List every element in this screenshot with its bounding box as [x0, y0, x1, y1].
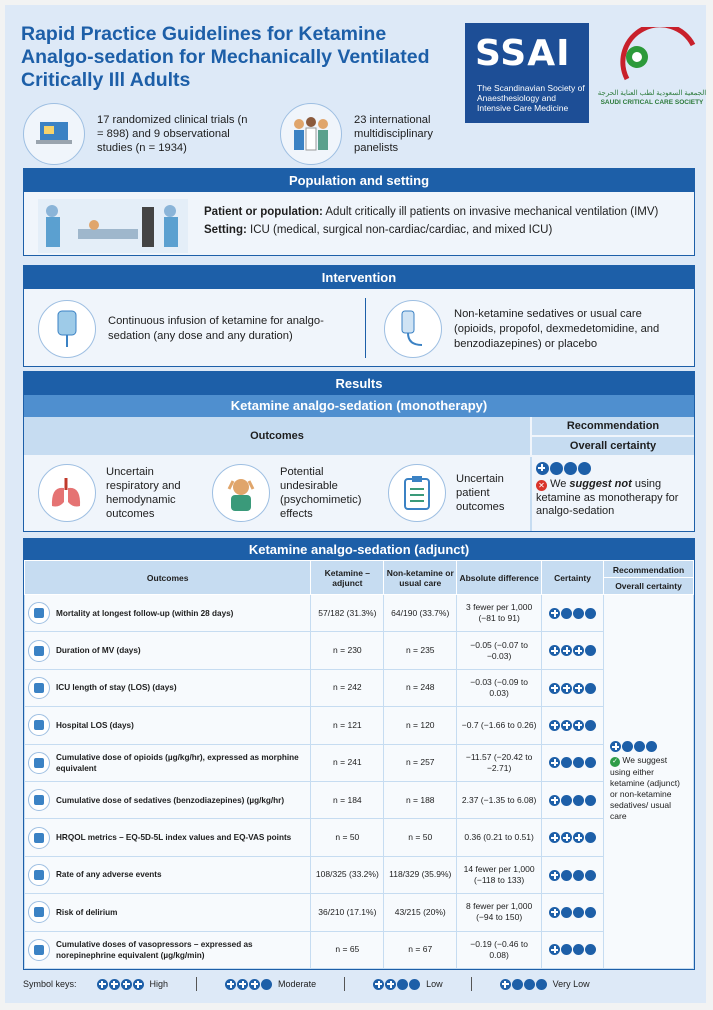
certainty-symbol — [549, 645, 596, 656]
cross-icon: ✕ — [536, 480, 547, 491]
population-section — [23, 168, 695, 256]
results-section — [23, 371, 695, 532]
certainty-symbol — [549, 608, 596, 619]
key-moderate: Moderate — [225, 979, 316, 990]
overall-certainty-label: Overall certainty — [532, 437, 694, 455]
adjunct-header: Ketamine analgo-sedation (adjunct) — [24, 539, 694, 560]
warning-icon — [28, 864, 50, 886]
iv-bag-icon — [38, 300, 96, 358]
trials-stat: 17 randomized clinical trials (n = 898) and 9 observational studies (n = 1934) — [23, 103, 257, 165]
table-row: Cumulative dose of sedatives (benzodiazepines) (µg/kg/hr) n = 184 n = 188 2.37 (−1.35 to 6.08) — [25, 781, 694, 818]
iv-icon — [28, 677, 50, 699]
laptop-icon — [23, 103, 85, 165]
certainty-symbol — [549, 795, 596, 806]
adjunct-section — [23, 538, 695, 970]
table-row: ICU length of stay (LOS) (days) n = 242 n = 248 −0.03 (−0.09 to 0.03) — [25, 669, 694, 706]
clipboard-icon — [388, 464, 446, 522]
intervention-comparator: Non-ketamine sedatives or usual care (opioids, propofol, dexmedetomidine, and benzodiazepines) or placebo — [384, 300, 684, 358]
table-row: Cumulative doses of vasopressors – expressed as norepinephrine equivalent (µg/kg/min) n = 65 n = 67 −0.19 (−0.46 to 0.08) — [25, 931, 694, 968]
table-row: Risk of delirium 36/210 (17.1%) 43/215 (20%) 8 fewer per 1,000 (−94 to 150) — [25, 894, 694, 931]
ssai-logo: SSAI The Scandinavian Society of Anaesthesiology and Intensive Care Medicine — [465, 23, 589, 123]
table-row: Cumulative dose of opioids (µg/kg/hr), expressed as morphine equivalent n = 241 n = 257 −11.57 (−20.42 to −2.71) — [25, 744, 694, 781]
intervention-header: Intervention — [24, 266, 694, 289]
certainty-symbol — [549, 832, 596, 843]
adjunct-table: Outcomes Ketamine – adjunct Non-ketamine or usual care Absolute difference Certainty Recommendation Overall certainty Mortality at longest follow-up (within 28 days) 57/182 (31.3%) 64/190 (33.7%) 3 fewer per 1,000 (−81 to 91) ✓ We suggest using either ketamine (adjunct) or non-ketamine sedatives/ usual care Duration of MV (days) n = 230 n = 235 −0.05 (−0.07 to −0.03) ICU length of stay (LOS) (days) n = 242 n = 248 −0.03 (−0.09 to 0.03) Hospital LOS (days) n = 121 n = 120 −0.7 (−1.66 to 0.26) Cumulative dose of opioids (µg/kg/hr), expressed as morphine equivalent n = 241 n = 257 −11.57 (−20.42 to −2.71) Cumulative dose of sedatives (benzodiazepines) (µg/kg/hr) n = 184 n = 188 2.37 (−1.35 to 6.08) HRQOL metrics – EQ-5D-5L index values and EQ-VAS points n = 50 n = 50 0.36 (0.21 to 0.51) Rate of any adverse events 108/325 (33.2%) 118/329 (35.9%) 14 fewer per 1,000 (−118 to 133) Risk of delirium 36/210 (17.1%) 43/215 (20%) 8 fewer per 1,000 (−94 to 150) Cumulative doses of vasopressors – expressed as norepinephrine equivalent (µg/kg/min) n = 65 n = 67 −0.19 (−0.46 to 0.08) — [24, 560, 694, 969]
intervention-section — [23, 265, 695, 367]
result-item: Uncertain patient outcomes — [388, 464, 528, 522]
pill-icon — [28, 752, 50, 774]
ventilator-icon — [28, 640, 50, 662]
population-header: Population and setting — [24, 169, 694, 192]
table-row: HRQOL metrics – EQ-5D-5L index values and EQ-VAS points n = 50 n = 50 0.36 (0.21 to 0.51) — [25, 819, 694, 856]
population-text: Patient or population: Adult critically ill patients on invasive mechanical ventilation (IMV) Setting: ICU (medical, surgical non-cardiac/cardiac, and mixed ICU) — [204, 206, 659, 236]
certainty-symbol — [549, 757, 596, 768]
page-title: Rapid Practice Guidelines for Ketamine Analgo-sedation for Mechanically Ventilated Critically Ill Adults — [21, 23, 430, 91]
distressed-person-icon — [212, 464, 270, 522]
panel-stat: 23 international multidisciplinary panelists — [280, 103, 474, 165]
blood-drop-icon — [28, 939, 50, 961]
results-header: Results — [24, 372, 694, 395]
certainty-symbol — [549, 944, 596, 955]
adjunct-recommendation: ✓ We suggest using either ketamine (adjunct) or non-ketamine sedatives/ usual care — [604, 595, 694, 969]
key-high: High — [97, 979, 169, 990]
monitor-icon — [28, 602, 50, 624]
certainty-very-low — [536, 462, 591, 475]
certainty-symbol — [549, 683, 596, 694]
key-very-low: Very Low — [500, 979, 590, 990]
symbol-keys: Symbol keys: High Moderate Low Very Low — [23, 979, 590, 989]
scs-emblem-icon — [597, 27, 707, 89]
table-row: Rate of any adverse events 108/325 (33.2%) 118/329 (35.9%) 14 fewer per 1,000 (−118 to 133) — [25, 856, 694, 893]
iv-drip-icon — [384, 300, 442, 358]
table-row: Duration of MV (days) n = 230 n = 235 −0.05 (−0.07 to −0.03) — [25, 632, 694, 669]
outcomes-label: Outcomes — [24, 417, 530, 455]
lungs-icon — [38, 464, 96, 522]
scs-logo: الجمعية السعودية لطب العناية الحرجة SAUDI CRITICAL CARE SOCIETY — [597, 27, 707, 127]
hospital-icon — [28, 714, 50, 736]
result-item: Potential undesirable (psychomimetic) effects — [212, 464, 382, 522]
syringe-icon — [28, 789, 50, 811]
check-icon: ✓ — [610, 757, 620, 767]
icu-scene-icon — [38, 199, 188, 253]
certainty-symbol — [549, 720, 596, 731]
divider — [365, 298, 366, 358]
certainty-symbol — [610, 741, 657, 752]
certainty-symbol — [549, 907, 596, 918]
key-low: Low — [373, 979, 443, 990]
monotherapy-recommendation: ✕ We suggest not using ketamine as monotherapy for analgo-sedation — [536, 462, 691, 519]
certainty-symbol — [549, 870, 596, 881]
patient-bed-icon — [28, 901, 50, 923]
recommendation-label: Recommendation — [532, 417, 694, 435]
intervention-ketamine: Continuous infusion of ketamine for analgo-sedation (any dose and any duration) — [38, 300, 358, 358]
page — [5, 5, 706, 1003]
panelists-icon — [280, 103, 342, 165]
monotherapy-header: Ketamine analgo-sedation (monotherapy) — [24, 395, 694, 417]
table-row: Hospital LOS (days) n = 121 n = 120 −0.7 (−1.66 to 0.26) — [25, 707, 694, 744]
questionnaire-icon — [28, 827, 50, 849]
result-item: Uncertain respiratory and hemodynamic outcomes — [38, 464, 208, 522]
table-row: Mortality at longest follow-up (within 28 days) 57/182 (31.3%) 64/190 (33.7%) 3 fewer per 1,000 (−81 to 91) ✓ We suggest using either ketamine (adjunct) or non-ketamine sedatives/ usual care — [25, 595, 694, 632]
ssai-text: The Scandinavian Society of Anaesthesiology and Intensive Care Medicine — [477, 83, 585, 113]
